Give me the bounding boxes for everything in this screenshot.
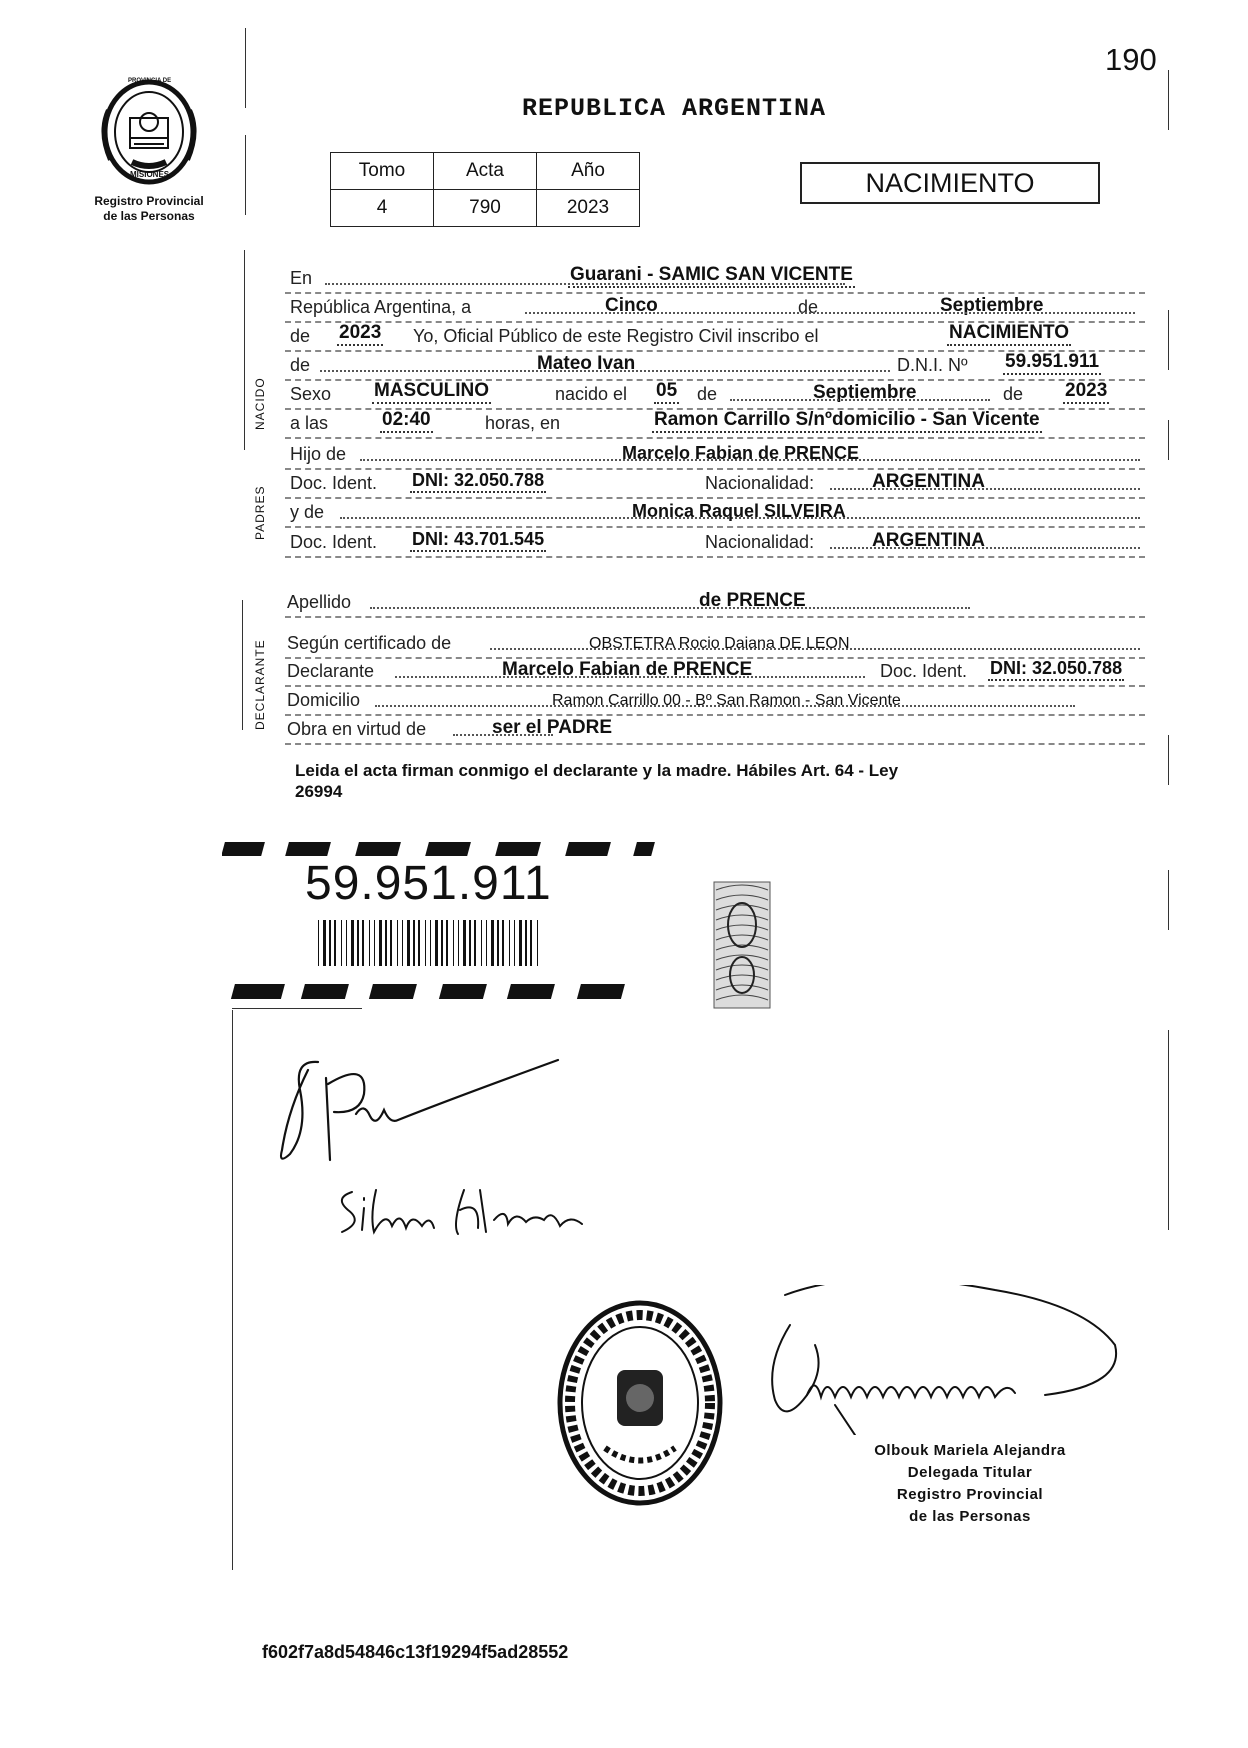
side-label-padres: PADRES [253,485,267,540]
acta-header: Acta [434,153,537,190]
barcode-bar [397,920,398,966]
barcode-bar [379,920,382,966]
name-label: de [290,355,311,375]
barcode-bar [469,920,471,966]
sexo-value: MASCULINO [372,380,491,404]
barcode-bar [509,920,510,966]
official-office-2: de las Personas [909,1508,1031,1525]
barcode-bar [497,920,499,966]
dot-leader [525,312,1135,314]
declarante-label: Declarante [287,661,375,681]
record-type-box: NACIMIENTO [800,162,1100,204]
time-value: 02:40 [380,409,433,433]
barcode-bar [407,920,410,966]
doc-label: Doc. Ident. [290,473,378,493]
barcode-bar [430,920,431,966]
y-de-label: y de [290,502,325,522]
dot-leader [370,607,970,609]
birth-de-label: de [697,384,718,404]
dot-leader [830,547,1140,549]
en-label: En [290,268,313,288]
row-sexo-birth [285,378,1145,410]
row-domicilio [285,684,1145,716]
margin-rule [244,250,245,450]
row-father [285,438,1145,470]
obra-value: ser el PADRE [492,717,613,738]
margin-rule [1168,735,1169,785]
barcode-bar [362,920,364,966]
barcode-bar [318,920,319,966]
provincial-seal-logo [88,70,210,192]
acta-value: 790 [434,190,537,227]
margin-rule [242,600,243,730]
barcode-bar [346,920,347,966]
logo-caption: Registro Provincial de las Personas [94,194,204,223]
doc-label-2: Doc. Ident. [290,532,378,552]
barcode-bar [486,920,487,966]
father-nationality-value: ARGENTINA [872,471,985,492]
domicilio-value: Ramon Carrillo 00 - Bº San Ramon - San Vicente [552,692,901,709]
birth-place-value: Ramon Carrillo S/nºdomicilio - San Vicente [652,409,1042,433]
official-office-1: Registro Provincial [896,1486,1044,1503]
barcode-bar [323,920,326,966]
day-text-value: Cinco [605,295,658,316]
barcode-bar [453,920,454,966]
document-hash: f602f7a8d54846c13f19294f5ad28552 [262,1642,569,1662]
country-title: REPUBLICA ARGENTINA [522,94,827,123]
barcode-bar [530,920,532,966]
a-las-label: a las [290,413,329,433]
sexo-label: Sexo [290,384,332,404]
row-date [285,291,1145,323]
yo-text: Yo, Oficial Público de este Registro Civil inscribo el [413,326,819,346]
nacionalidad-label: Nacionalidad: [705,473,815,493]
father-doc-value: DNI: 32.050.788 [410,470,546,493]
year-value: 2023 [337,322,383,346]
republica-label: República Argentina, a [290,297,472,317]
official-name: Olbouk Mariela Alejandra [874,1442,1066,1459]
barcode-bar [402,920,403,966]
nacionalidad-label-2: Nacionalidad: [705,532,815,552]
barcode-bar [341,920,342,966]
hologram-stamp [712,880,772,1010]
declarante-value: Marcelo Fabian de PRENCE [502,659,753,680]
barcode-bar [537,920,538,966]
barcode-bar [458,920,459,966]
barcode-bar [491,920,494,966]
barcode-bar [374,920,375,966]
tomo-header: Tomo [331,153,434,190]
horas-label: horas, en [485,413,561,433]
barcode-bar [525,920,527,966]
row-mother-doc [285,526,1145,558]
separator-line [232,1008,362,1009]
margin-rule [1168,420,1169,460]
declarante-doc-value: DNI: 32.050.788 [988,658,1124,681]
mother-nationality-value: ARGENTINA [872,530,985,551]
official-info [840,1440,1100,1528]
birth-day-value: 05 [654,380,679,404]
de-label: de [798,297,819,317]
birth-year-value: 2023 [1063,380,1109,404]
row-year-inscribo [285,320,1145,352]
dot-leader [730,399,990,401]
margin-rule [1168,70,1169,130]
ano-value: 2023 [537,190,640,227]
tomo-value: 4 [331,190,434,227]
inscribo-value: NACIMIENTO [947,322,1071,346]
seal-bottom-text: MISIONES [130,170,170,179]
barcode-bar [390,920,392,966]
birth-month-value: Septiembre [813,382,917,403]
certificado-value: OBSTETRA Rocio Daiana DE LEON [589,635,850,652]
mother-signature-text [330,1180,337,1181]
father-signature [268,1050,578,1170]
barcode-bar [418,920,420,966]
seal-top-text: PROVINCIA DE [128,78,172,84]
birth-de2-label: de [1003,384,1024,404]
hospital-round-stamp [555,1298,725,1508]
margin-rule [245,28,246,108]
row-time-place [285,407,1145,439]
official-title: Delegada Titular [907,1464,1033,1481]
nacido-el-label: nacido el [555,384,628,404]
page-number: 190 [1105,42,1157,77]
segun-label: Según certificado de [287,633,452,653]
row-apellido [285,586,1145,618]
barcode [318,920,544,966]
row-place [285,262,1145,294]
obra-label: Obra en virtud de [287,719,427,739]
ano-header: Año [537,153,640,190]
margin-rule [1168,870,1169,930]
apellido-label: Apellido [287,592,352,612]
side-label-nacido: NACIDO [253,377,267,430]
barcode-bar [329,920,331,966]
barcode-bar [463,920,466,966]
barcode-bar [334,920,336,966]
barcode-bar [435,920,438,966]
place-value: Guarani - SAMIC SAN VICENTE [568,264,855,288]
acta-table [330,152,640,227]
row-declarante [285,655,1145,687]
margin-rule [1168,1030,1169,1230]
barcode-bar [514,920,515,966]
row-name-dni [285,349,1145,381]
barcode-bar [357,920,359,966]
apellido-value: de PRENCE [699,590,806,611]
side-label-declarante: DECLARANTE [253,639,267,730]
barcode-bar [351,920,354,966]
row-obra [285,713,1145,745]
row-mother [285,496,1145,528]
barcode-bar [446,920,448,966]
legal-note: Leida el acta firman conmigo el declarante y la madre. Hábiles Art. 64 - Ley 26994 [295,761,899,801]
dni-label: D.N.I. Nº [897,355,968,375]
dot-leader [830,488,1140,490]
father-name-value: Marcelo Fabian de PRENCE [622,443,860,463]
mother-name-value: Monica Raquel SILVEIRA [632,501,846,521]
barcode-bar [385,920,387,966]
barcode-bar [369,920,370,966]
barcode-bar [481,920,482,966]
barcode-bar [474,920,476,966]
hijo-label: Hijo de [290,444,347,464]
mother-doc-value: DNI: 43.701.545 [410,529,546,552]
barcode-bar [502,920,504,966]
dni-printed-number: 59.951.911 [305,857,552,910]
security-strip-bottom [222,980,672,1004]
decl-doc-label: Doc. Ident. [880,661,968,681]
row-father-doc [285,467,1145,499]
barcode-bar [413,920,415,966]
barcode-bar [425,920,426,966]
de-year-label: de [290,326,311,346]
margin-rule [232,1010,233,1570]
official-signature [745,1285,1125,1435]
domicilio-label: Domicilio [287,690,361,710]
child-dni-value: 59.951.911 [1003,351,1101,375]
margin-rule [245,135,246,215]
barcode-bar [519,920,522,966]
margin-rule [1168,310,1169,370]
child-name-value: Mateo Ivan [537,353,636,374]
barcode-bar [441,920,443,966]
month-text-value: Septiembre [940,295,1044,316]
mother-signature [330,1180,610,1240]
